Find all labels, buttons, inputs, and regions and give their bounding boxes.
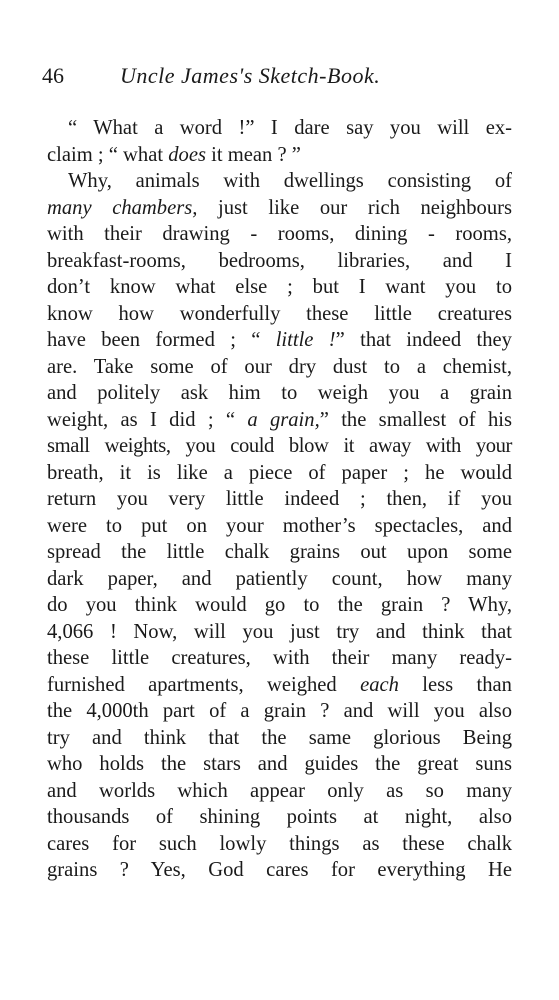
- text-line: claim ; “ what does it mean ? ”: [47, 143, 301, 166]
- text-line: “ What a word !” I dare say you will ex-: [68, 117, 512, 139]
- text-line: furnished apartments, weighed each less than: [47, 673, 512, 696]
- text-line: small weights, you could blow it away with your: [47, 435, 512, 457]
- text-line: with their drawing - rooms, dining - rooms,: [47, 223, 512, 245]
- page-header: [42, 62, 522, 90]
- text-line: these little creatures, with their many ready-: [47, 647, 512, 669]
- text-line: try and think that the same glorious Being: [47, 726, 512, 749]
- text-line: have been formed ; “ little !” that indeed they: [47, 329, 512, 351]
- text-line: spread the little chalk grains out upon some: [47, 541, 512, 563]
- text-line: thousands of shining points at night, also: [47, 806, 512, 828]
- text-line: and worlds which appear only as so many: [47, 779, 512, 802]
- text-line: are. Take some of our dry dust to a chemist,: [47, 355, 512, 378]
- running-title: Uncle James's Sketch-Book.: [120, 63, 381, 88]
- text-line: breath, it is like a piece of paper ; he would: [47, 461, 512, 484]
- text-line: don’t know what else ; but I want you to: [47, 276, 512, 298]
- text-line: return you very little indeed ; then, if you: [47, 488, 512, 510]
- text-line: know how wonderfully these little creatures: [47, 302, 512, 325]
- text-line: 4,066 ! Now, will you just try and think that: [47, 620, 512, 643]
- text-line: the 4,000th part of a grain ? and will you also: [47, 700, 512, 722]
- text-line: grains ? Yes, God cares for everything He: [47, 859, 512, 881]
- text-line: many chambers, just like our rich neighbours: [47, 196, 512, 219]
- text-line: who holds the stars and guides the great suns: [47, 753, 512, 775]
- text-line: Why, animals with dwellings consisting of: [68, 170, 512, 192]
- text-line: dark paper, and patiently count, how many: [47, 567, 512, 590]
- text-line: were to put on your mother’s spectacles, and: [47, 514, 512, 537]
- page-number: 46: [42, 63, 64, 88]
- text-line: breakfast-rooms, bedrooms, libraries, and I: [47, 249, 512, 272]
- text-line: weight, as I did ; “ a grain,” the smallest of his: [47, 408, 513, 431]
- text-line: and politely ask him to weigh you a grain: [47, 382, 512, 404]
- text-line: do you think would go to the grain ? Why,: [47, 594, 512, 616]
- text-line: cares for such lowly things as these chalk: [47, 832, 512, 855]
